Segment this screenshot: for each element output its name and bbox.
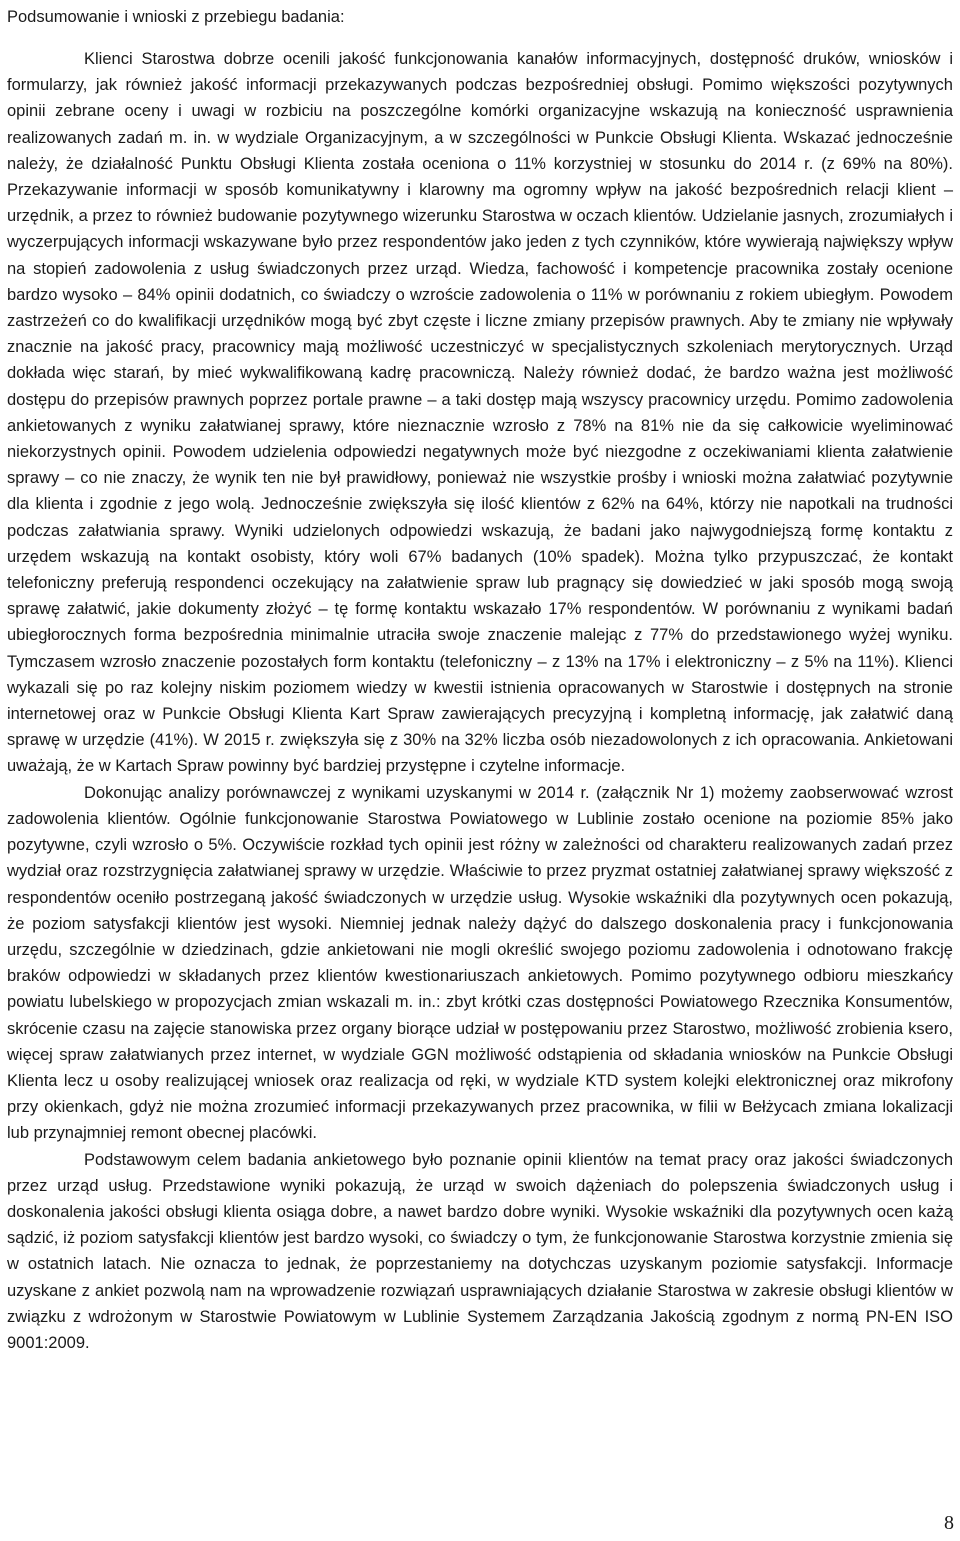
section-heading: Podsumowanie i wnioski z przebiegu badania: [7,8,345,26]
paragraph-comparison: Dokonując analizy porównawczej z wynikami uzyskanymi w 2014 r. (załącznik Nr 1) możemy zaobserwować wzrost zadowolenia klientów. Ogólnie funkcjonowanie Starostwa Powiatowego w Lublinie zostało ocenione na poziomie 85% jako pozytywne, czyli wzrosło o 5%. Oczywiście rozkład tych opinii jest różny w zależności od charakteru realizowanych zadań przez wydział oraz rozstrzygnięcia załatwianej sprawy w urzędzie. Właściwie to przez pryzmat ostatniej załatwianej sprawy większość z respondentów oceniło postrzeganą jakość świadczonych w urzędzie usług. Wysokie wskaźniki dla pozytywnych ocen pokazują, że poziom satysfakcji klientów jest wysoki. Niemniej jednak należy dążyć do dalszego doskonalenia pracy i funkcjonowania urzędu, szczególnie w dziedzinach, gdzie ankietowani nie mogli określić swojego poziomu zadowolenia i odnotowano frakcję braków odpowiedzi w składanych przez klientów kwestionariuszach ankietowych. Pomimo pozytywnego odbioru mieszkańcy powiatu lubelskiego w propozycjach zmian wskazali m. in.: zbyt krótki czas dostępności Powiatowego Rzecznika Konsumentów, skrócenie czasu na zajęcie stanowiska przez organy biorące udział w postępowaniu przez Starostwo, możliwość zrobienia ksero, więcej spraw załatwianych przez internet, w wydziale GGN możliwość odstąpienia od składania wniosków na Punkcie Obsługi Klienta lecz u osoby realizującej wniosek oraz realizacja od ręki, w wydziale KTD system kolejki elektronicznej oraz mikrofony przy okienkach, gdyż nie można zrozumieć informacji przekazywanych przez pracownika, w filii w Bełżycach zmiana lokalizacji lub przynajmniej remont obecnej placówki. [7,783,953,1143]
paragraph-summary: Klienci Starostwa dobrze ocenili jakość funkcjonowania kanałów informacyjnych, dostępność druków, wniosków i formularzy, jak również jakość informacji przekazywanych podczas bezpośredniej obsługi. Pomimo większości pozytywnych opinii zebrane oceny i uwagi w rozbiciu na poszczególne komórki organizacyjne wskazują na konieczność usprawnienia realizowanych zadań m. in. w wydziale Organizacyjnym, a w szczególności w Punkcie Obsługi Klienta. Wskazać jednocześnie należy, że działalność Punktu Obsługi Klienta została oceniona o 11% korzystniej w stosunku do 2014 r. (z 69% na 80%). Przekazywanie informacji w sposób komunikatywny i klarowny ma ogromny wpływ na jakość bezpośrednich relacji klient – urzędnik, a przez to również budowanie pozytywnego wizerunku Starostwa w oczach klientów. Udzielanie jasnych, zrozumiałych i wyczerpujących informacji wskazywane było przez respondentów jako jeden z tych czynników, które wywierają największy wpływ na stopień zadowolenia z usług świadczonych przez urząd. Wiedza, fachowość i kompetencje pracownika zostały ocenione bardzo wysoko – 84% opinii dodatnich, co świadczy o wzroście zadowolenia o 11% w porównaniu z rokiem ubiegłym. Powodem zastrzeżeń co do kwalifikacji urzędników mogą być zbyt częste i liczne zmiany przepisów prawnych. Aby te zmiany nie wpływały znacznie na jakość pracy, pracownicy mają możliwość uczestniczyć w specjalistycznych szkoleniach merytorycznych. Urząd dokłada więc starań, by mieć wykwalifikowaną kadrę pracowniczą. Należy również dodać, że bardzo ważna jest możliwość dostępu do przepisów prawnych poprzez portale prawne – a taki dostęp mają wszyscy pracownicy urzędu. Pomimo zadowolenia ankietowanych z wyniku załatwianej sprawy, które nieznacznie wzrosło z 78% na 81% nie da się całkowicie wyeliminować niekorzystnych opinii. Powodem udzielenia odpowiedzi negatywnych może być niezgodne z oczekiwaniami klienta załatwienie sprawy – co nie znaczy, że wynik ten nie był prawidłowy, ponieważ nie wszystkie prośby i wnioski można załatwiać pozytywnie dla klienta i zgodnie z jego wolą. Jednocześnie zwiększyła się ilość klientów z 62% na 64%, którzy nie napotkali na trudności podczas załatwiania sprawy. Wyniki udzielonych odpowiedzi wskazują, że badani jako najwygodniejszą formę kontaktu z urzędem wskazują na kontakt osobisty, który woli 67% badanych (10% spadek). Można tylko przypuszczać, że kontakt telefoniczny preferują respondenci oczekujący na załatwienie spraw lub pragnący się dowiedzieć w jaki sposób mogą swoją sprawę załatwić, jakie dokumenty złożyć – tę formę kontaktu wskazało 17% respondentów. W porównaniu z wynikami badań ubiegłorocznych forma bezpośrednia minimalnie utraciła swoje znaczenie malejąc z 77% do przedstawionego wyżej wyniku. Tymczasem wzrosło znaczenie pozostałych form kontaktu (telefoniczny – z 13% na 17% i elektroniczny – z 5% na 11%). Klienci wykazali się po raz kolejny niskim poziomem wiedzy w kwestii istnienia opracowanych w Starostwie i dostępnych na stronie internetowej oraz w Punkcie Obsługi Klienta Kart Spraw zawierających precyzyjną i kompletną informację, jak załatwić daną sprawę w urzędzie (41%). W 2015 r. zwiększyła się z 30% na 32% liczba osób niezadowolonych z ich opracowania. Ankietowani uważają, że w Kartach Spraw powinny być bardziej przystępne i czytelne informacje. [7,50,953,776]
page-number: 8 [944,1512,954,1534]
paragraph-conclusion: Podstawowym celem badania ankietowego było poznanie opinii klientów na temat pracy oraz jakości świadczonych przez urząd usług. Przedstawione wyniki pokazują, że urząd w swoich dążeniach do polepszenia świadczonych usług i doskonalenia jakości obsługi klienta osiąga dobre, a nawet bardzo dobre wyniki. Wysokie wskaźniki dla pozytywnych ocen każą sądzić, iż poziom satysfakcji klientów jest bardzo wysoki, co świadczy o tym, że funkcjonowanie Starostwa korzystnie zmienia się w ostatnich latach. Nie oznacza to jednak, że poprzestaniemy na dotychczas uzyskanym poziomie satysfakcji. Informacje uzyskane z ankiet pozwolą nam na wprowadzenie rozwiązań usprawniających działanie Starostwa w zakresie obsługi klientów w związku z wdrożonym w Starostwie Powiatowym w Lublinie Systemem Zarządzania Jakością zgodnym z normą PN-EN ISO 9001:2009. [7,1150,953,1352]
